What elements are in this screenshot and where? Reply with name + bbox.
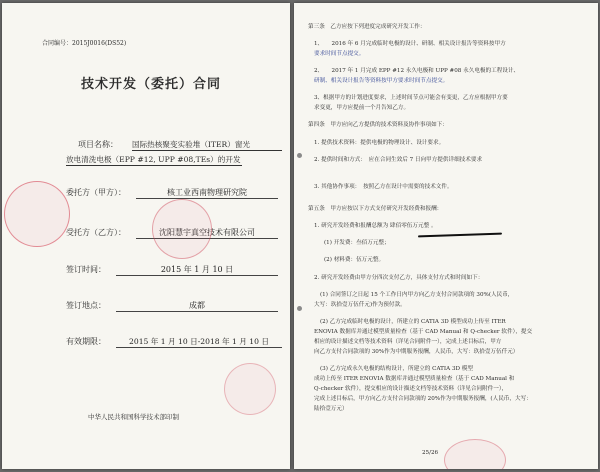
sign-time-value: 2015 年 1 月 10 日 (116, 264, 278, 276)
article-5-total: 1. 研究开发经费和报酬总额为 肆佰零伍万元整 。 (314, 223, 437, 229)
article-3-item-1-cont: 要求时间节点提交。 (314, 51, 365, 57)
official-seal (152, 199, 212, 259)
article-3-heading: 第三条 乙方应按下列进度完成研究开发工作： (308, 24, 426, 30)
sign-time-label: 签订时间： (66, 265, 106, 274)
client-value: 核工业西南物理研究院 (136, 187, 278, 199)
contract-number: 合同编号：2015J0016(DS52) (42, 40, 127, 47)
page-number: 25/26 (422, 450, 439, 456)
payment-3: (3) 乙方完成永久电极的结构设计，所建立的 CATIA 3D 模型 (320, 366, 473, 372)
contract-terms-page (294, 3, 598, 469)
article-4-heading: 第四条 甲方应向乙方提供的技术资料及协作事项如下： (308, 122, 448, 128)
page-title: 技术开发（委托）合同 (81, 77, 222, 92)
payment-3-cont: 成功上传至 ITER ENOVIA 数据库并通过模型质量检查（基于 CAD Manual 和 (314, 376, 515, 382)
article-3-item-2: 2、 2017 年 1 月完成 EPP #12 永久电极和 UPP #08 永久电极的工程设计、 (314, 68, 520, 74)
binding-hole (297, 153, 302, 158)
article-3-item-2-cont: 研制、相关设计报告等资料按甲方要求时间节点提交。 (314, 78, 449, 84)
article-3-item-1: 1、 2016 年 6 月完成临时电极的设计、研制、相关设计报告等资料按甲方 (314, 41, 506, 47)
printer-footer: 中华人民共和国科学技术部印制 (88, 413, 179, 421)
project-name-line1: 国际热核聚变实验堆（ITER）窗光 (132, 139, 282, 151)
contractor-label: 受托方（乙方）： (66, 228, 126, 237)
article-5-heading: 第五条 甲方应按以下方式支付研究开发经费和报酬： (308, 206, 443, 212)
payment-2-cont: 向乙方支付合同款项的 30%作为中期服务报酬，人民币，大写：玖拾壹万伍仟元） (314, 349, 519, 355)
project-label: 项目名称： (78, 140, 118, 149)
official-seal (4, 181, 70, 247)
payment-2-cont: ENOVIA 数据库并通过模型质量检查（基于 CAD Manual 和 Q-checker 软件），提交 (314, 329, 533, 335)
payment-3-cont: 陆拾壹万元） (314, 406, 348, 412)
payment-2-cont: 相应的设计描述文档等技术资料（详见合同附件一），完成上述目标后，甲方 (314, 339, 502, 345)
contract-cover-page (2, 3, 290, 469)
binding-hole (297, 306, 302, 311)
payment-1-cont: 大写：玖拾壹万伍仟元)作为预付款。 (314, 302, 406, 308)
sign-place-label: 签订地点： (66, 301, 106, 310)
pen-underline (418, 233, 502, 238)
article-4-item-1: 1. 提供技术资料：提供电极的物理设计、设计要求。 (314, 140, 445, 146)
article-5-dev-fee: (1) 开发费：叁佰万元整； (324, 240, 390, 246)
contractor-value: 沈阳慧宇真空技术有限公司 (136, 227, 278, 239)
validity-label: 有效期限： (66, 337, 106, 346)
official-seal (224, 363, 276, 415)
validity-value: 2015 年 1 月 10 日-2018 年 1 月 10 日 (116, 336, 282, 348)
project-name-line2: 放电清洗电极（EPP #12, UPP #08,TEs）的开发 (66, 155, 241, 164)
article-3-item-3: 3、根据甲方的计划进度要求，上述时间节点可能会有变更，乙方应根据甲方要 (314, 95, 508, 101)
article-5-material-fee: (2) 材料费：伍万元整。 (324, 257, 385, 263)
sign-place-value: 成都 (116, 300, 278, 312)
official-seal (444, 439, 506, 469)
client-label: 委托方（甲方）： (66, 188, 126, 197)
payment-3-cont: Q-checker 软件），提交相应的设计描述文档等技术资料（详见合同附件一）， (314, 386, 508, 392)
payment-1: (1) 合同签订之日起 15 个工作日内甲方向乙方支付合同款项的 30%(人民币， (320, 292, 514, 298)
article-4-item-3: 3. 其他协作事项： 按照乙方在设计中需要的技术文件。 (314, 184, 453, 190)
article-5-payment: 2. 研究开发经费由甲方分四次支付乙方，具体支付方式和时间如下： (314, 275, 484, 281)
payment-2: (2) 乙方完成临时电极的设计，所建立的 CATIA 3D 模型成功上传至 ITER (320, 319, 506, 325)
payment-3-cont: 完成上述目标后，甲方向乙方支付合同款项的 20%作为中期服务报酬，(人民币，大写： (314, 396, 532, 402)
article-4-item-2: 2. 提供时间和方式： 应在合同生效后 7 日向甲方提供详细技术要求 (314, 157, 483, 163)
article-3-item-3-cont: 求变更，甲方应提前一个月告知乙方。 (314, 105, 410, 111)
